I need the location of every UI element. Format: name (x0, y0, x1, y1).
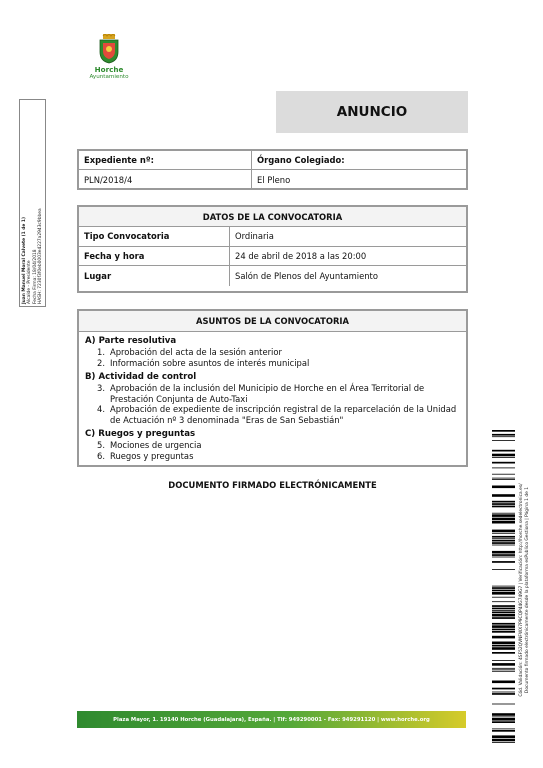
item-text: Ruegos y preguntas (110, 450, 194, 461)
asuntos-content (79, 332, 466, 461)
datos-row-label: Lugar (84, 270, 112, 281)
datos-header: DATOS DE LA CONVOCATORIA (79, 207, 466, 226)
datos-row-label: Fecha y hora (84, 250, 145, 261)
expediente-value: PLN/2018/4 (84, 174, 133, 185)
list-item (85, 404, 460, 425)
item-number: 5. (97, 440, 105, 450)
expediente-header-row (79, 151, 466, 170)
logo-name: Horche (94, 65, 124, 74)
barcode-icon (492, 430, 515, 743)
footer-bar: Plaza Mayor, 1. 19140 Horche (Guadalajara), España. | Tlf: 949290001 - Fax: 949291120 | www.horche.org (77, 711, 466, 728)
item-text: Mociones de urgencia (110, 440, 202, 450)
datos-row-value: Ordinaria (229, 227, 466, 246)
datos-convocatoria-table (77, 205, 468, 293)
verification-code: Cód. Validación: 4SF52QVNFWX7P9CQP44G749G7 | Verificación: http://horche.sedelectronica.es/ (519, 483, 525, 697)
signer-role: Alcalde - Presidente (27, 260, 33, 304)
logo-subtitle: Ayuntamiento (89, 74, 129, 80)
item-text: Aprobación de la inclusión del Municipio de Horche en el Área Territorial de Prestación Conjunta de Auto-Taxi (110, 383, 425, 404)
section-title: A) Parte resolutiva (85, 336, 177, 346)
datos-row-label: Tipo Convocatoria (84, 231, 170, 242)
expediente-label: Expediente nº: (84, 155, 154, 165)
signature-stamp-text (22, 104, 44, 304)
verification-platform: Documento firmado electrónicamente desde la plataforma esPublico Gestiona | Página 1 de 1 (525, 486, 530, 694)
list-item (85, 358, 460, 369)
asuntos-header: ASUNTOS DE LA CONVOCATORIA (79, 311, 466, 331)
list-item (85, 440, 460, 451)
asuntos-convocatoria-table (77, 309, 468, 467)
item-text: Aprobación del acta de la sesión anterior (110, 347, 282, 357)
datos-row (79, 227, 466, 247)
signature-stamp (19, 99, 46, 307)
asuntos-header-row (79, 311, 466, 332)
datos-row-value: 24 de abril de 2018 a las 20:00 (229, 247, 466, 266)
horche-logo (86, 34, 132, 84)
signature-date: Fecha Firma: 18/04/2018 (33, 249, 38, 304)
asuntos-section (85, 336, 460, 368)
item-text: Información sobre asuntos de interés municipal (110, 357, 310, 368)
organo-value: El Pleno (251, 170, 466, 189)
section-title: B) Actividad de control (85, 372, 197, 382)
expediente-value-row (79, 170, 466, 189)
asuntos-section (85, 372, 460, 425)
coat-of-arms-icon (98, 34, 120, 64)
datos-row-value: Salón de Plenos del Ayuntamiento (229, 266, 466, 286)
organo-label: Órgano Colegiado: (251, 151, 466, 169)
list-item (85, 451, 460, 462)
item-number: 4. (97, 404, 105, 414)
datos-header-row (79, 207, 466, 227)
signed-notice: DOCUMENTO FIRMADO ELECTRÓNICAMENTE (168, 480, 377, 490)
item-number: 2. (97, 357, 105, 368)
document-title: ANUNCIO (276, 91, 468, 133)
expediente-table (77, 149, 468, 190)
item-number: 6. (97, 450, 105, 461)
verification-text (519, 440, 531, 740)
signer-name: Juan Manuel Moral Calvete (1 de 1) (22, 217, 28, 304)
datos-row (79, 247, 466, 267)
asuntos-section (85, 429, 460, 461)
signature-hash: HASH: 7230f3f0eb0003e4227a2943c9bbea (38, 208, 44, 304)
item-text: Aprobación de expediente de inscripción registral de la reparcelación de la Unidad de Actuación nº 3 denominada "Eras de San Sebastián" (110, 404, 457, 425)
section-title: C) Ruegos y preguntas (85, 429, 196, 439)
list-item (85, 383, 460, 404)
item-number: 1. (97, 347, 105, 357)
item-number: 3. (97, 383, 105, 393)
datos-row (79, 266, 466, 286)
list-item (85, 347, 460, 358)
